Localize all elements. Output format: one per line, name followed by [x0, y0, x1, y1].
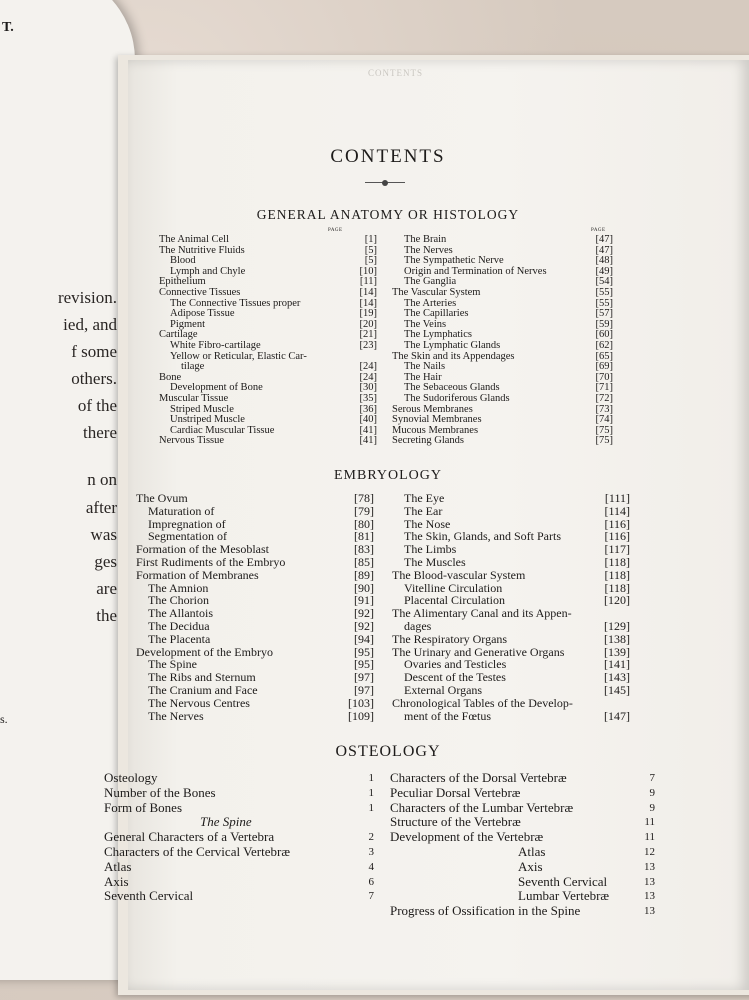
- toc-entry-label: dages: [404, 618, 432, 633]
- toc-entry-label: The Veins: [404, 318, 447, 330]
- toc-entry: [159, 276, 377, 287]
- toc-entry-label: The Lymphatic Glands: [404, 339, 501, 351]
- toc-entry-label: The Vascular System: [392, 286, 481, 298]
- toc-entry-label: Segmentation of: [148, 529, 227, 544]
- toc-entry: [392, 382, 613, 393]
- toc-entry-label: Impregnation of: [148, 516, 226, 531]
- toc-page-number: [ 75 ]: [596, 425, 614, 436]
- toc-entry-label: The Skin and its Appendages: [392, 350, 515, 362]
- toc-page-number: [ 20 ]: [360, 319, 378, 330]
- left-page-line: ied, and: [63, 315, 117, 334]
- toc-page-number: [ 117 ]: [604, 543, 630, 556]
- toc-entry-label: White Fibro-cartilage: [170, 339, 261, 351]
- page-column-label: PAGE: [328, 228, 343, 233]
- toc-entry-label: The Skin, Glands, and Soft Parts: [404, 529, 561, 544]
- toc-entry-label: Atlas: [518, 843, 546, 859]
- toc-page-number: [ 75 ]: [596, 435, 614, 446]
- toc-page-number: [ 30 ]: [360, 382, 378, 393]
- toc-entry: [390, 845, 655, 860]
- toc-page-number: 13: [644, 875, 655, 888]
- toc-entry: [392, 351, 613, 362]
- page-column-label: PAGE: [591, 228, 606, 233]
- toc-entry-label: Placental Circulation: [404, 593, 505, 608]
- toc-page-number: [ 24 ]: [360, 372, 378, 383]
- toc-entry-label: Unstriped Muscle: [170, 414, 245, 426]
- toc-page-number: [ 5 ]: [365, 245, 377, 256]
- toc-page-number: 9: [649, 786, 655, 799]
- toc-entry-label: Development of the Embryo: [136, 644, 273, 659]
- toc-entry-label: The Chorion: [148, 593, 209, 608]
- toc-page-number: [ 143 ]: [604, 671, 630, 684]
- embryology-left-column: [136, 492, 374, 722]
- toc-entry-label: The Nervous Centres: [148, 695, 250, 710]
- toc-entry: [104, 786, 374, 801]
- toc-entry: [392, 710, 630, 723]
- toc-page-number: [ 139 ]: [604, 646, 630, 659]
- toc-entry-label: External Organs: [404, 682, 483, 697]
- toc-entry-label: The Nerves: [148, 708, 204, 723]
- toc-entry-label: Osteology: [104, 770, 158, 785]
- toc-page-number: 6: [368, 875, 374, 888]
- toc-entry: [390, 889, 655, 904]
- toc-entry-label: The Decidua: [148, 618, 210, 633]
- toc-entry-label: ment of the Fœtus: [404, 708, 491, 723]
- toc-page-number: [ 145 ]: [604, 684, 630, 697]
- toc-page-number: [ 54 ]: [596, 276, 614, 287]
- toc-entry-label: Yellow or Reticular, Elastic Car-: [170, 350, 307, 362]
- toc-entry: [392, 569, 630, 582]
- toc-page-number: [ 129 ]: [604, 620, 630, 633]
- toc-entry-label: The Cranium and Face: [148, 682, 258, 697]
- toc-entry-label: Characters of the Lumbar Vertebræ: [390, 799, 574, 815]
- general-anatomy-right-column: [392, 234, 613, 446]
- toc-entry-label: The Nails: [404, 361, 446, 373]
- toc-page-number: [ 41 ]: [360, 425, 378, 436]
- toc-entry-label: The Spine: [148, 657, 197, 672]
- toc-page-number: [ 21 ]: [360, 329, 378, 340]
- toc-entry: [390, 771, 655, 786]
- toc-entry-label: Number of the Bones: [104, 784, 216, 800]
- toc-entry-label: Bone: [159, 371, 182, 383]
- toc-entry-label: The Sudoriferous Glands: [404, 392, 510, 404]
- toc-page-number: 1: [368, 772, 374, 784]
- toc-entry: [392, 319, 613, 330]
- toc-entry-label: The Limbs: [404, 542, 457, 557]
- toc-entry-label: The Respiratory Organs: [392, 631, 508, 646]
- toc-entry-label: Axis: [104, 873, 129, 889]
- toc-entry-label: Seventh Cervical: [104, 888, 194, 904]
- toc-page-number: [ 89 ]: [354, 569, 374, 582]
- osteology-left-column: [104, 771, 374, 904]
- toc-page-number: [ 49 ]: [596, 266, 614, 277]
- toc-entry: [104, 771, 374, 786]
- contents-page: [104, 60, 749, 990]
- toc-entry-label: The Hair: [404, 371, 442, 383]
- toc-page-number: [ 114 ]: [604, 505, 630, 518]
- toc-page-number: 1: [368, 801, 374, 814]
- toc-entry: [136, 492, 374, 505]
- left-page-line: the: [96, 606, 117, 625]
- toc-page-number: [ 118 ]: [604, 569, 630, 582]
- toc-entry: [136, 710, 374, 723]
- toc-entry-label: tilage: [181, 361, 205, 373]
- toc-entry-label: General Characters of a Vertebra: [104, 829, 275, 845]
- toc-entry-label: Origin and Termination of Nerves: [404, 265, 547, 277]
- toc-entry: [392, 697, 630, 710]
- toc-entry: [159, 319, 377, 330]
- toc-entry: [136, 697, 374, 710]
- toc-entry: [392, 287, 613, 298]
- toc-entry: [392, 372, 613, 383]
- toc-page-number: [ 78 ]: [354, 492, 374, 505]
- toc-entry: [392, 393, 613, 404]
- left-page-line: was: [90, 525, 117, 544]
- toc-entry: [392, 245, 613, 256]
- toc-page-number: [ 55 ]: [596, 287, 614, 298]
- toc-entry-label: Lumbar Vertebræ: [518, 888, 610, 904]
- toc-entry-label: Form of Bones: [104, 799, 182, 815]
- toc-page-number: 13: [644, 860, 655, 873]
- toc-entry-label: The Ribs and Sternum: [148, 670, 256, 685]
- toc-subheading: [104, 815, 374, 830]
- toc-page-number: 13: [644, 905, 655, 918]
- toc-page-number: [ 138 ]: [604, 633, 630, 646]
- toc-entry: [136, 569, 374, 582]
- toc-entry: [392, 435, 613, 446]
- toc-entry: [390, 786, 655, 801]
- toc-page-number: [ 147 ]: [604, 710, 630, 723]
- toc-entry: [159, 266, 377, 277]
- toc-page-number: 1: [368, 786, 374, 799]
- toc-entry: [159, 435, 377, 446]
- toc-entry: [159, 414, 377, 425]
- toc-entry: [159, 382, 377, 393]
- toc-entry-label: The Arteries: [404, 297, 457, 309]
- toc-entry: [136, 505, 374, 518]
- toc-entry-label: The Brain: [404, 234, 447, 245]
- toc-entry: [136, 633, 374, 646]
- toc-page-number: 4: [368, 860, 374, 873]
- toc-entry-label: The Blood-vascular System: [392, 567, 526, 582]
- toc-page-number: 12: [644, 845, 655, 858]
- toc-page-number: [ 62 ]: [596, 340, 614, 351]
- toc-entry-label: Mucous Membranes: [392, 424, 479, 436]
- toc-entry: [392, 308, 613, 319]
- toc-page-number: [ 97 ]: [354, 671, 374, 684]
- toc-page-number: 9: [649, 801, 655, 814]
- toc-page-number: [ 111 ]: [605, 492, 630, 505]
- toc-entry-label: The Allantois: [148, 606, 213, 621]
- toc-page-number: [ 23 ]: [360, 340, 378, 351]
- toc-page-number: [ 55 ]: [596, 298, 614, 309]
- toc-page-number: [ 73 ]: [596, 404, 614, 415]
- toc-entry-label: The Amnion: [148, 580, 209, 595]
- toc-page-number: [ 69 ]: [596, 361, 614, 372]
- section-heading-general-anatomy: GENERAL ANATOMY OR HISTOLOGY: [256, 207, 520, 222]
- toc-entry: [159, 361, 377, 372]
- toc-page-number: 11: [644, 816, 655, 829]
- toc-entry-label: Blood: [170, 255, 196, 267]
- toc-entry: [159, 351, 377, 362]
- toc-entry: [159, 329, 377, 340]
- toc-page-number: [ 95 ]: [354, 646, 374, 659]
- toc-page-number: [ 47 ]: [596, 234, 614, 245]
- toc-page-number: [ 19 ]: [360, 308, 378, 319]
- toc-page-number: [ 11 ]: [360, 276, 377, 287]
- toc-page-number: [ 24 ]: [360, 361, 378, 372]
- toc-page-number: [ 47 ]: [596, 245, 614, 256]
- toc-entry-label: Chronological Tables of the Develop-: [392, 695, 573, 710]
- toc-entry-label: The Ear: [404, 503, 443, 518]
- toc-page-number: [ 60 ]: [596, 329, 614, 340]
- toc-entry: [159, 298, 377, 309]
- toc-entry: [390, 830, 655, 845]
- toc-entry-label: Muscular Tissue: [159, 392, 229, 404]
- toc-entry-label: The Placenta: [148, 631, 211, 646]
- toc-entry: [104, 860, 374, 875]
- toc-entry: [159, 393, 377, 404]
- toc-entry: [159, 287, 377, 298]
- toc-entry-label: Lymph and Chyle: [170, 265, 246, 277]
- toc-entry-label: Serous Membranes: [392, 403, 473, 415]
- toc-entry-label: Characters of the Cervical Vertebræ: [104, 843, 291, 859]
- toc-entry-label: Striped Muscle: [170, 403, 234, 415]
- toc-page-number: [ 14 ]: [360, 287, 378, 298]
- osteology-right-column: [390, 771, 655, 919]
- toc-entry: [159, 404, 377, 415]
- toc-page-number: [ 57 ]: [596, 308, 614, 319]
- title-ornament: [365, 180, 405, 186]
- toc-entry-label: Synovial Membranes: [392, 414, 482, 426]
- toc-page-number: [ 79 ]: [354, 505, 374, 518]
- toc-entry-label: Atlas: [104, 858, 132, 874]
- left-page-line: after: [85, 498, 117, 517]
- toc-page-number: [ 109 ]: [348, 710, 374, 723]
- toc-entry-label: Ovaries and Testicles: [404, 657, 507, 672]
- toc-entry: [104, 845, 374, 860]
- toc-entry-label: The Animal Cell: [159, 234, 229, 245]
- left-page-line: there: [83, 423, 117, 442]
- toc-entry: [392, 633, 630, 646]
- toc-entry-label: The Alimentary Canal and its Appen-: [392, 606, 572, 621]
- toc-page-number: [ 92 ]: [354, 607, 374, 620]
- toc-entry: [159, 308, 377, 319]
- toc-page-number: [ 41 ]: [360, 435, 378, 446]
- toc-entry-label: Epithelium: [159, 276, 206, 288]
- toc-entry-label: Formation of the Mesoblast: [136, 542, 269, 557]
- toc-entry: [392, 425, 613, 436]
- toc-entry-label: Development of Bone: [170, 382, 263, 394]
- toc-page-number: [ 72 ]: [596, 393, 614, 404]
- toc-entry-label: Secreting Glands: [392, 435, 465, 447]
- left-page-line: are: [96, 579, 117, 598]
- toc-page-number: 13: [644, 890, 655, 903]
- toc-entry: [392, 298, 613, 309]
- toc-entry: [159, 425, 377, 436]
- toc-entry-label: The Urinary and Generative Organs: [392, 644, 565, 659]
- toc-page-number: 11: [644, 831, 655, 844]
- toc-entry-label: The Nose: [404, 516, 451, 531]
- toc-entry-label: Seventh Cervical: [518, 873, 608, 889]
- toc-entry: [159, 372, 377, 383]
- toc-entry: [104, 875, 374, 890]
- toc-page-number: [ 36 ]: [360, 404, 378, 415]
- toc-entry: [390, 860, 655, 875]
- toc-entry-label: The Lymphatics: [404, 329, 472, 341]
- toc-entry: [392, 340, 613, 351]
- toc-entry: [392, 255, 613, 266]
- toc-page-number: [ 95 ]: [354, 658, 374, 671]
- bleed-through-header: CONTENTS: [368, 68, 423, 78]
- toc-entry: [392, 414, 613, 425]
- toc-entry-label: Peculiar Dorsal Vertebræ: [390, 784, 521, 800]
- toc-entry-label: Progress of Ossification in the Spine: [390, 903, 581, 919]
- toc-entry-label: The Nerves: [404, 244, 453, 256]
- toc-page-number: [ 83 ]: [354, 543, 374, 556]
- toc-entry: [392, 266, 613, 277]
- toc-page-number: [ 74 ]: [596, 414, 614, 425]
- toc-entry: [104, 889, 374, 904]
- toc-entry-label: The Connective Tissues proper: [170, 297, 301, 309]
- toc-page-number: [ 92 ]: [354, 620, 374, 633]
- toc-entry-label: Descent of the Testes: [404, 670, 506, 685]
- toc-entry-label: Adipose Tissue: [170, 308, 235, 320]
- toc-entry: [390, 904, 655, 919]
- toc-page-number: 2: [368, 831, 374, 844]
- toc-entry-label: The Nutritive Fluids: [159, 244, 245, 256]
- toc-page-number: [ 120 ]: [604, 594, 630, 607]
- toc-page-number: [ 90 ]: [354, 582, 374, 595]
- toc-page-number: [ 70 ]: [596, 372, 614, 383]
- toc-page-number: [ 35 ]: [360, 393, 378, 404]
- toc-page-number: [ 116 ]: [604, 530, 630, 543]
- toc-entry-label: The Eye: [404, 491, 445, 505]
- toc-entry: [159, 234, 377, 245]
- left-page-corner-text: T.: [2, 20, 14, 35]
- toc-page-number: 7: [368, 890, 374, 903]
- toc-entry-label: Nervous Tissue: [159, 435, 225, 447]
- toc-entry: [136, 620, 374, 633]
- toc-entry: [392, 505, 630, 518]
- toc-page-number: [ 5 ]: [365, 255, 377, 266]
- toc-page-number: [ 10 ]: [360, 266, 378, 277]
- embryology-right-column: [392, 492, 630, 722]
- toc-page-number: [ 80 ]: [354, 518, 374, 531]
- toc-entry-label: First Rudiments of the Embryo: [136, 554, 286, 569]
- toc-page-number: [ 103 ]: [348, 697, 374, 710]
- toc-entry: [390, 815, 655, 830]
- toc-entry: [392, 492, 630, 505]
- section-heading-embryology: EMBRYOLOGY: [333, 468, 442, 483]
- toc-page-number: [ 141 ]: [604, 658, 630, 671]
- toc-page-number: [ 94 ]: [354, 633, 374, 646]
- toc-page-number: [ 1 ]: [365, 234, 377, 245]
- toc-entry-label: Characters of the Dorsal Vertebræ: [390, 770, 567, 785]
- toc-page-number: 7: [649, 772, 655, 784]
- toc-page-number: [ 97 ]: [354, 684, 374, 697]
- toc-entry: [136, 684, 374, 697]
- left-page-line: of the: [77, 396, 117, 415]
- left-page-line: ges: [94, 552, 117, 571]
- toc-page-number: [ 85 ]: [354, 556, 374, 569]
- toc-entry: [136, 556, 374, 569]
- toc-entry-label: Structure of the Vertebræ: [390, 814, 521, 830]
- toc-page-number: 3: [368, 845, 374, 858]
- toc-entry: [392, 276, 613, 287]
- toc-entry-label: Cartilage: [159, 329, 198, 341]
- page-title: CONTENTS: [330, 146, 446, 167]
- toc-subheading-label: The Spine: [200, 814, 252, 830]
- toc-entry-label: Connective Tissues: [159, 286, 241, 298]
- toc-page-number: [ 40 ]: [360, 414, 378, 425]
- toc-entry: [390, 801, 655, 816]
- toc-entry: [159, 255, 377, 266]
- toc-entry-label: The Sebaceous Glands: [404, 382, 500, 394]
- toc-entry: [392, 404, 613, 415]
- toc-page-number: [ 59 ]: [596, 319, 614, 330]
- toc-entry: [159, 340, 377, 351]
- general-anatomy-left-column: [159, 234, 377, 446]
- toc-entry: [104, 830, 374, 845]
- toc-entry-label: The Muscles: [404, 554, 466, 569]
- left-page-line: revision.: [57, 288, 117, 307]
- toc-entry-label: The Capillaries: [404, 308, 469, 320]
- toc-entry: [392, 556, 630, 569]
- toc-entry: [392, 620, 630, 633]
- toc-entry-label: Axis: [518, 858, 543, 874]
- left-page-line: n on: [87, 470, 117, 489]
- toc-page-number: [ 14 ]: [360, 298, 378, 309]
- toc-entry-label: Vitelline Circulation: [404, 580, 503, 595]
- toc-entry-label: Cardiac Muscular Tissue: [170, 424, 275, 436]
- toc-page-number: [ 116 ]: [604, 518, 630, 531]
- toc-entry-label: The Ovum: [136, 491, 188, 505]
- left-page-line: f some: [71, 342, 117, 361]
- toc-page-number: [ 118 ]: [604, 582, 630, 595]
- toc-entry-label: The Ganglia: [404, 276, 457, 288]
- toc-entry-label: Formation of Membranes: [136, 567, 259, 582]
- toc-entry: [392, 234, 613, 245]
- section-heading-osteology: OSTEOLOGY: [335, 743, 441, 760]
- left-page-line: others.: [71, 369, 117, 388]
- toc-entry-label: Development of the Vertebræ: [390, 829, 544, 845]
- toc-page-number: [ 65 ]: [596, 351, 614, 362]
- toc-page-number: [ 91 ]: [354, 594, 374, 607]
- toc-entry-label: Pigment: [170, 318, 206, 330]
- toc-entry: [392, 361, 613, 372]
- toc-entry: [392, 684, 630, 697]
- toc-page-number: [ 71 ]: [596, 382, 614, 393]
- toc-page-number: [ 48 ]: [596, 255, 614, 266]
- toc-entry: [104, 801, 374, 816]
- toc-entry-label: Maturation of: [148, 503, 215, 518]
- toc-page-number: [ 118 ]: [604, 556, 630, 569]
- toc-entry: [392, 329, 613, 340]
- toc-entry: [390, 875, 655, 890]
- left-page-fragment: s.: [0, 712, 8, 726]
- toc-entry: [159, 245, 377, 256]
- toc-entry-label: The Sympathetic Nerve: [404, 255, 504, 267]
- toc-page-number: [ 81 ]: [354, 530, 374, 543]
